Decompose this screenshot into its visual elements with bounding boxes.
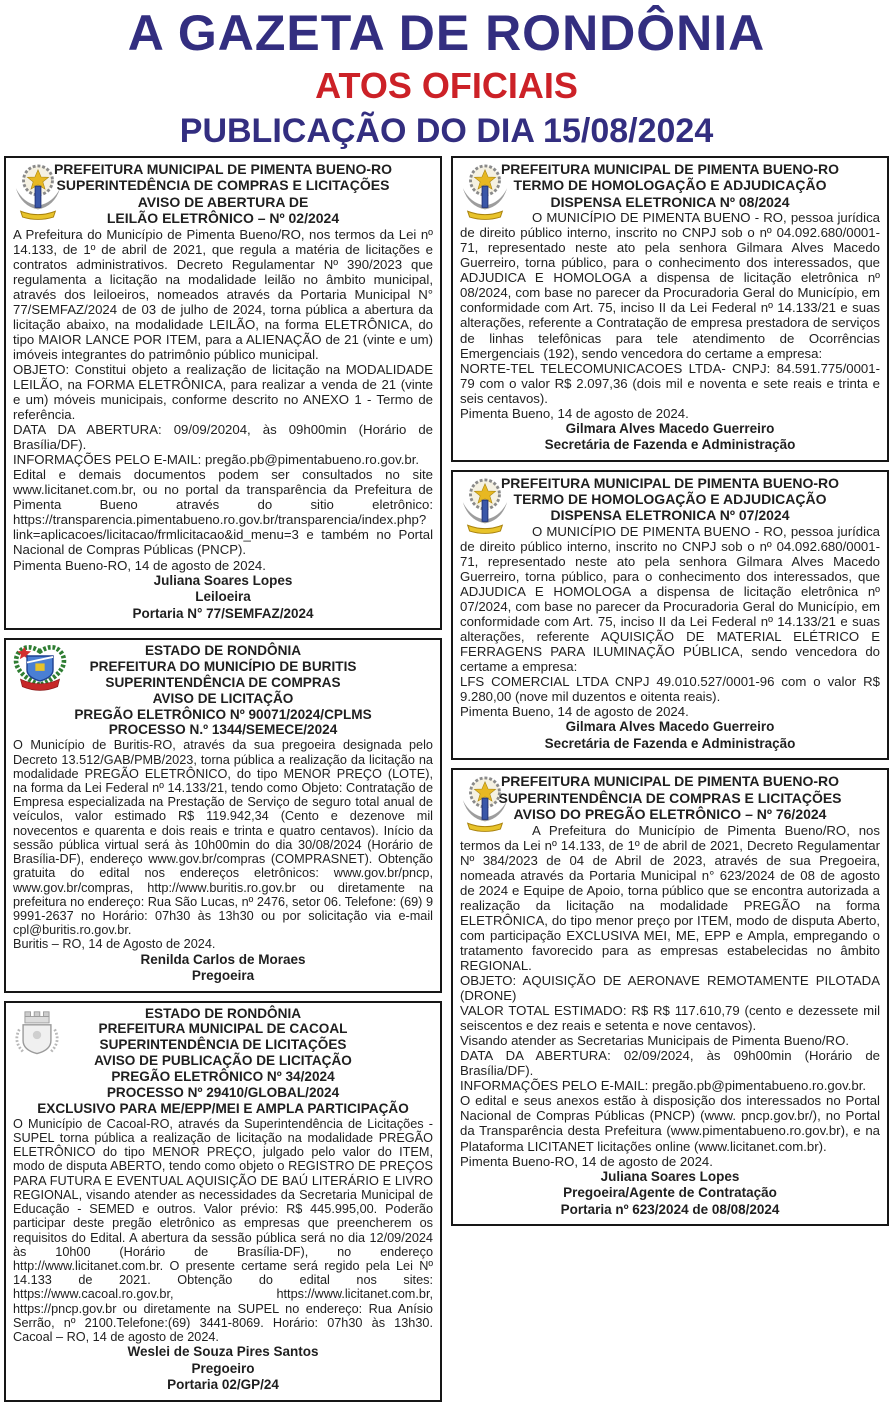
- notice-header: [460, 161, 880, 210]
- signature-role: Secretária de Fazenda e Administração: [544, 735, 796, 751]
- notice-paragraph: Edital e demais documentos podem ser consultados no site www.licitanet.com.br, ou no portal da transparência da Prefeitura de Pimenta Bueno através do sitio eletrônico: https://transparencia.pimentabueno.ro.gov.br/transparencia/index.php?link=aplicacoes/licitacao/frmlicitacao&id_menu=3 e também no Portal Nacional de Compras Públicas (PNCP).: [13, 467, 433, 558]
- notice-columns: [0, 156, 893, 1406]
- notice-signature: [460, 421, 880, 454]
- header-line: SUPERINTEDÊNCIA DE COMPRAS E LICITAÇÕES: [56, 177, 390, 194]
- notice-header: [13, 1006, 433, 1117]
- buritis-crest-icon: [11, 643, 69, 695]
- pimenta-bueno-crest-icon: [458, 161, 512, 221]
- notice-dateline: Pimenta Bueno-RO, 14 de agosto de 2024.: [460, 1153, 713, 1169]
- notice-signature: [460, 1169, 880, 1218]
- notice-cacoal-pregao-34-2024: [4, 1001, 442, 1402]
- right-column: [451, 156, 889, 1226]
- signature-ordinance: Portaria 02/GP/24: [167, 1377, 279, 1393]
- signature-role: Pregoeiro: [191, 1360, 255, 1376]
- publication-date-line: PUBLICAÇÃO DO DIA 15/08/2024: [179, 112, 714, 150]
- header-line: AVISO DE LICITAÇÃO: [152, 690, 294, 706]
- notice-buritis-pregao-90071-2024: [4, 638, 442, 993]
- signature-ordinance: Portaria nº 623/2024 de 08/08/2024: [560, 1201, 780, 1217]
- masthead: [0, 0, 893, 156]
- signature-name: Juliana Soares Lopes: [153, 572, 293, 588]
- notice-paragraph: DATA DA ABERTURA: 02/09/2024, às 09h00min (Horário de Brasília/DF).: [460, 1048, 880, 1079]
- notice-body: [13, 227, 433, 573]
- notice-paragraph: DATA DA ABERTURA: 09/09/20204, às 09h00min (Horário de Brasília/DF).: [13, 422, 433, 453]
- notice-signature: [460, 719, 880, 752]
- notice-paragraph: A Prefeitura do Município de Pimenta Bueno/RO, nos termos da Lei nº 14.133, de 1º de abril de 2021, Decreto Regulamentar Nº 384/2023 de 04 de Abril de 2023, através de sua Pregoeira, nomeada através da Portaria Municipal n° 623/2024 de 08 de agosto de 2024 e Equipe de Apoio, torna público que se encontra autorizada a realização da licitação na modalidade PREGÃO na forma ELETRÔNICA, do tipo menor preço por ITEM, modo de disputa Aberto, com participação EXCLUSIVA MEI, ME, EPP e Ampla, empregando o tratamento favorecido para as empresas estabelecidas no âmbito REGIONAL.: [460, 822, 880, 973]
- notice-paragraph: INFORMAÇÕES PELO E-MAIL: pregão.pb@pimentabueno.ro.gov.br.: [13, 452, 420, 468]
- signature-role: Secretária de Fazenda e Administração: [544, 437, 796, 453]
- notice-pregao-eletronico-76-2024: [451, 768, 889, 1226]
- notice-paragraph: VALOR TOTAL ESTIMADO: R$ R$ 117.610,79 (cento e dezessete mil seiscentos e dez reais e setenta e nove centavos).: [460, 1003, 880, 1034]
- header-line: DISPENSA ELETRONICA Nº 08/2024: [550, 193, 790, 210]
- pimenta-bueno-crest-icon: [458, 475, 512, 535]
- signature-role: Pregoeira: [191, 968, 255, 984]
- notice-body: [13, 1117, 433, 1345]
- header-line: PROCESSO N.º 1344/SEMECE/2024: [108, 722, 338, 738]
- notice-header: [13, 161, 433, 227]
- notice-signature: [13, 573, 433, 622]
- signature-role: Leiloeira: [195, 589, 251, 605]
- signature-ordinance: Portaria N° 77/SEMFAZ/2024: [132, 605, 314, 621]
- notice-dateline: Buritis – RO, 14 de Agosto de 2024.: [13, 937, 216, 952]
- signature-name: Renilda Carlos de Moraes: [140, 951, 306, 967]
- notice-dateline: Pimenta Bueno, 14 de agosto de 2024.: [460, 405, 689, 421]
- notice-body: [460, 524, 880, 720]
- header-line: AVISO DO PREGÃO ELETRÔNICO – Nº 76/2024: [513, 806, 827, 823]
- notice-leilao-eletronico-02-2024: [4, 156, 442, 630]
- signature-name: Gilmara Alves Macedo Guerreiro: [565, 719, 775, 735]
- header-line: AVISO DE ABERTURA DE: [137, 193, 309, 210]
- notice-body: [13, 738, 433, 951]
- notice-paragraph: A Prefeitura do Município de Pimenta Bueno/RO, nos termos da Lei nº 14.133, de 1º de abril de 2021, que regula a matéria de licitações e contratos administrativos. Decreto Regulamentar Nº 390/2023 que regulamenta a licitação na modalidade leilão no âmbito municipal, através dos leiloeiros, nomeados através da Portaria Municipal N° 77/SEMFAZ/2024 de 03 de julho de 2024, torna pública a abertura da licitação abaixo, na modalidade LEILÃO, na forma ELETRÔNICA, do tipo MAIOR LANCE POR ITEM, para a ALIENAÇÃO de 21 (vinte e um) imóveis integrantes do patrimônio público municipal.: [13, 226, 433, 362]
- header-line: PREFEITURA MUNICIPAL DE CACOAL: [98, 1021, 348, 1037]
- header-line: PREFEITURA MUNICIPAL DE PIMENTA BUENO-RO: [53, 161, 393, 177]
- signature-name: Weslei de Souza Pires Santos: [127, 1344, 319, 1360]
- header-line: ESTADO DE RONDÔNIA: [144, 1005, 302, 1021]
- header-line: DISPENSA ELETRONICA Nº 07/2024: [550, 507, 790, 524]
- notice-header: [13, 643, 433, 738]
- header-line: AVISO DE PUBLICAÇÃO DE LICITAÇÃO: [94, 1053, 352, 1069]
- notice-body: [460, 823, 880, 1169]
- pimenta-bueno-crest-icon: [458, 773, 512, 833]
- notice-paragraph: LFS COMERCIAL LTDA CNPJ 49.010.527/0001-96 com o valor R$ 9.280,00 (nove mil duzentos e oitenta reais).: [460, 674, 880, 705]
- notice-paragraph: NORTE-TEL TELECOMUNICACOES LTDA- CNPJ: 84.591.775/0001-79 com o valor R$ 2.097,36 (dois mil e noventa e sete reais e trinta e seis centavos).: [460, 360, 880, 406]
- gazette-subtitle: ATOS OFICIAIS: [315, 65, 578, 106]
- header-line: EXCLUSIVO PARA ME/EPP/MEI E AMPLA PARTICIPAÇÃO: [37, 1100, 409, 1116]
- notice-paragraph: O MUNICÍPIO DE PIMENTA BUENO - RO, pessoa jurídica de direito público interno, inscrito no CNPJ sob o nº 04.092.680/0001-71, representado neste ato pela senhora Gilmara Alves Macedo Guerreiro, torna público, para o conhecimento dos interessados, que ADJUDICA E HOMOLOGA a dispensa de licitação eletrônica nº 08/2024, com base no parecer da Procuradoria Geral do Município, em conformidade com Art. 75, inciso II da Lei Federal nº 14.133/21 e suas alterações, referente a Contratação de empresa prestadora de serviços de linhas telefônicas para tele atendimento de Ocorrências Emergenciais (192), sendo vencedora do certame a empresa:: [460, 210, 880, 361]
- gazette-title: A GAZETA DE RONDÔNIA: [127, 5, 766, 61]
- notice-dispensa-eletronica-08-2024: [451, 156, 889, 462]
- notice-signature: [13, 1344, 433, 1393]
- notice-dateline: Pimenta Bueno-RO, 14 de agosto de 2024.: [13, 557, 266, 573]
- header-line: PREFEITURA DO MUNICÍPIO DE BURITIS: [89, 658, 357, 674]
- notice-paragraph: Visando atender as Secretarias Municipais de Pimenta Bueno/RO.: [460, 1033, 850, 1049]
- notice-paragraph: O Município de Buritis-RO, através da sua pregoeira designada pelo Decreto 13.512/GAB/PMB/2023, torna pública a realização da licitação na modalidade PREGÃO ELETRÔNICO, do tipo MENOR PREÇO (LOTE), na forma da Lei Federal nº 14.133/21, tendo como Objeto: Contratação de Empresa especializada na Prestação de Serviço de seguro total anual de veículos, valor estimado R$ 119.942,34 (Cento e dezenove mil novecentos e quarenta e dois reais e trinta e quatro centavos). Início da sessão pública virtual será às 10h00min do dia 30/08/2024 (Horário de Brasília-DF), endereço www.gov.br/compras (COMPRASNET). Obtenção gratuita do edital nos endereços eletrônicos: www.gov.br/pncp, www.gov.br/compras, http://www.buritis.ro.gov.br ou diretamente na prefeitura no endereço: Rua São Lucas, nº 2476, setor 06. Telefone: (69) 9 9991-2637 no Horário: 07h30 às 13h30 ou por solicitação via e-mail cpl@buritis.ro.gov.br.: [13, 738, 433, 938]
- notice-dateline: Pimenta Bueno, 14 de agosto de 2024.: [460, 704, 689, 720]
- header-line: PREFEITURA MUNICIPAL DE PIMENTA BUENO-RO: [500, 474, 840, 491]
- header-line: SUPERINTENDÊNCIA DE LICITAÇÕES: [99, 1037, 347, 1053]
- notice-header: [460, 475, 880, 524]
- notice-paragraph: O edital e seus anexos estão à disposição dos interessados no Portal Nacional de Compras Públicas (PNCP) (www. pncp.gov.br/), no Portal da Transparência desta Prefeitura (www.pimentabueno.ro.gov.br), e na Plataforma LICITANET licitações online (www.licitanet.com.br).: [460, 1093, 880, 1154]
- header-line: PROCESSO Nº 29410/GLOBAL/2024: [106, 1085, 340, 1100]
- header-line: PREFEITURA MUNICIPAL DE PIMENTA BUENO-RO: [500, 161, 840, 177]
- signature-role: Pregoeira/Agente de Contratação: [563, 1185, 777, 1201]
- notice-signature: [13, 952, 433, 985]
- signature-name: Gilmara Alves Macedo Guerreiro: [565, 420, 775, 436]
- signature-name: Juliana Soares Lopes: [600, 1168, 740, 1184]
- notice-header: [460, 773, 880, 822]
- notice-paragraph: OBJETO: Constitui objeto a realização de licitação na MODALIDADE LEILÃO, na FORMA ELETRÔNICA, para realizar a venda de 21 (vinte e um) móveis municipais, conforme descrito no ANEXO 1 - Termo de referência.: [13, 361, 433, 423]
- header-line: TERMO DE HOMOLOGAÇÃO E ADJUDICAÇÃO: [513, 177, 827, 194]
- header-line: SUPERINTENDÊNCIA DE COMPRAS E LICITAÇÕES: [498, 789, 842, 806]
- notice-paragraph: OBJETO: AQUISIÇÃO DE AERONAVE REMOTAMENTE PILOTADA (DRONE): [460, 972, 880, 1004]
- notice-dispensa-eletronica-07-2024: [451, 470, 889, 761]
- header-line: ESTADO DE RONDÔNIA: [144, 642, 302, 658]
- header-line: TERMO DE HOMOLOGAÇÃO E ADJUDICAÇÃO: [513, 491, 827, 508]
- left-column: [4, 156, 442, 1402]
- header-line: SUPERINTENDÊNCIA DE COMPRAS: [105, 674, 341, 690]
- notice-paragraph: O Município de Cacoal-RO, através da Superintendência de Licitações - SUPEL torna pública a realização de licitação na modalidade PREGÃO ELETRÔNICO do tipo MENOR PREÇO, julgado pelo valor do ITEM, modo de disputa ABERTO, tendo como objeto o REGISTRO DE PREÇOS PARA FUTURA E EVENTUAL AQUISIÇÃO DE BAÚ LITERÁRIO E LIVRO REGIONAL, visando atender as necessidades da Secretaria Municipal de Educação - SEMED e outros. Valor prévio: R$ 445.995,00. Poderão participar deste pregão eletrônico as empresas que preencherem os requisitos do Edital. A abertura da sessão pública será no dia 12/09/2024 às 10h00 (Horário de Brasília-DF), no endereço http://www.licitanet.com.br. O presente certame será regido pela Lei Nº 14.133 de 2021. Obtenção do edital nos sites: https://www.cacoal.ro.gov.br, https://www.licitanet.com.br, https://pncp.gov.br ou diretamente na SUPEL no endereço: Rua Anísio Serrão, nº 2100.Telefone:(69) 3441-8069. Horário: 07h30 às 13h30. Cacoal – RO, 14 de agosto de 2024.: [13, 1116, 433, 1345]
- pimenta-bueno-crest-icon: [11, 161, 65, 221]
- cacoal-crest-icon: [11, 1006, 63, 1064]
- header-line: PREGÃO ELETRÔNICO Nº 90071/2024/CPLMS: [74, 706, 372, 722]
- header-line: LEILÃO ELETRÔNICO – Nº 02/2024: [106, 210, 340, 227]
- notice-paragraph: O MUNICÍPIO DE PIMENTA BUENO - RO, pessoa jurídica de direito público interno, inscrito no CNPJ sob o nº 04.092.680/0001-71, representado neste ato pela senhora Gilmara Alves Macedo Guerreiro, torna público, para o conhecimento dos interessados, que ADJUDICA E HOMOLOGA a dispensa de licitação eletrônica nº 07/2024, com base no parecer da Procuradoria Geral do Município, em conformidade com Art. 75, inciso II da Lei Federal nº 14.133/21 e suas alterações, referente AQUISIÇÃO DE MATERIAL ELÉTRICO E FERRAGENS PARA ILUMINAÇÃO PÚBLICA, sendo vencedora do certame a empresa:: [460, 523, 880, 675]
- header-line: PREFEITURA MUNICIPAL DE PIMENTA BUENO-RO: [500, 773, 840, 790]
- notice-body: [460, 210, 880, 421]
- header-line: PREGÃO ELETRÔNICO Nº 34/2024: [111, 1069, 335, 1085]
- notice-paragraph: INFORMAÇÕES PELO E-MAIL: pregão.pb@pimentabueno.ro.gov.br.: [460, 1078, 867, 1094]
